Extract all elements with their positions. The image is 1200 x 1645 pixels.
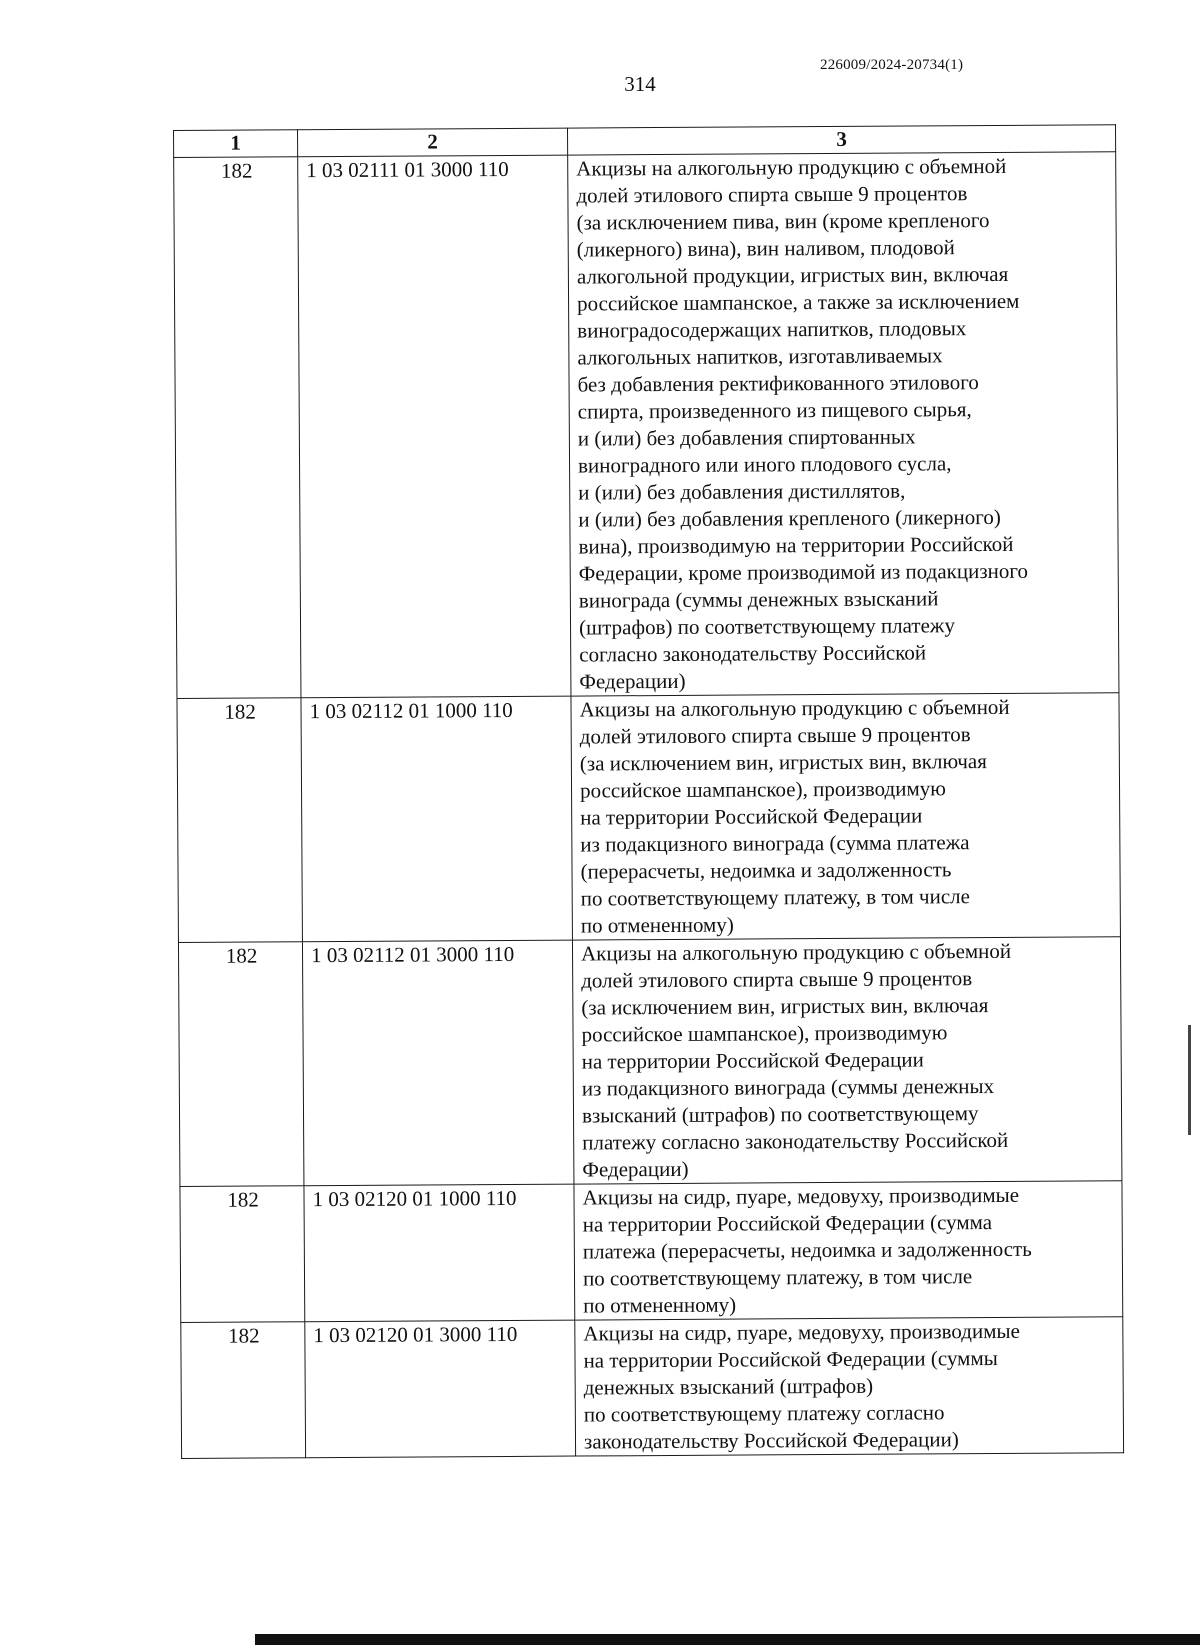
- description-line: (перерасчеты, недоимка и задолженность: [580, 857, 952, 884]
- description-line: Федерации, кроме производимой из подакцизного: [578, 558, 1028, 586]
- table-row: [181, 1317, 1124, 1459]
- description-line: виноградного или иного плодового сусла,: [577, 451, 952, 478]
- kbk-code-cell: 1 03 02120 01 1000 110: [304, 1184, 575, 1322]
- description-cell: [568, 152, 1119, 696]
- description-line: по соответствующему платежу, в том числе: [580, 884, 970, 911]
- description-line: и (или) без добавления спиртованных: [577, 424, 916, 451]
- description-line: на территории Российской Федерации: [580, 803, 923, 830]
- admin-code-cell: 182: [177, 698, 302, 943]
- column-header-2: 2: [298, 128, 568, 157]
- description-line: по соответствующему платежу, в том числе: [582, 1264, 973, 1291]
- description-line: винограда (суммы денежных взысканий: [578, 586, 939, 613]
- description-line: согласно законодательству Российской: [579, 640, 927, 667]
- description-line: долей этилового спирта свыше 9 процентов: [576, 181, 968, 208]
- description-line: из подакцизного винограда (сумма платежа: [580, 830, 970, 857]
- table-row: [177, 693, 1120, 943]
- scan-border-bar: [255, 1634, 1200, 1645]
- description-line: Акцизы на алкогольную продукцию с объемной: [576, 153, 1007, 181]
- description-line: Акцизы на алкогольную продукцию с объемной: [580, 938, 1012, 966]
- page-number: 314: [624, 72, 656, 96]
- description-line: взысканий (штрафов) по соответствующему: [581, 1101, 979, 1128]
- description-line: долей этилового спирта свыше 9 процентов: [579, 722, 971, 749]
- description-line: виноградосодержащих напитков, плодовых: [577, 316, 967, 343]
- description-line: и (или) без добавления крепленого (ликерного): [578, 504, 1001, 532]
- description-line: платежу согласно законодательству Российской: [582, 1127, 1009, 1155]
- table-row: [180, 1181, 1123, 1323]
- description-line: (штрафов) по соответствующему платежу: [578, 613, 955, 640]
- description-cell: [575, 1317, 1124, 1456]
- description-line: алкогольной продукции, игристых вин, включая: [576, 261, 1009, 289]
- admin-code-cell: 182: [180, 1186, 305, 1323]
- kbk-code-cell: 1 03 02112 01 1000 110: [301, 696, 572, 942]
- table-row: [174, 152, 1119, 699]
- budget-classification-table: [173, 124, 1124, 1459]
- column-header-1: 1: [174, 130, 298, 158]
- description-line: Федерации): [579, 668, 686, 694]
- description-line: денежных взысканий (штрафов): [583, 1373, 874, 1400]
- description-line: по отмененному): [583, 1292, 737, 1318]
- description-line: без добавления ректификованного этилового: [577, 370, 979, 397]
- description-cell: [571, 693, 1120, 940]
- description-line: (за исключением вин, игристых вин, включая: [579, 749, 987, 776]
- admin-code-cell: 182: [181, 1322, 306, 1459]
- description-line: российское шампанское), производимую: [581, 1020, 948, 1047]
- description-line: спирта, произведенного из пищевого сырья,: [577, 397, 972, 424]
- document-registration-number: 226009/2024-20734(1): [820, 57, 964, 73]
- description-line: по соответствующему платежу согласно: [583, 1400, 945, 1427]
- table-row: [178, 937, 1121, 1187]
- kbk-code-cell: 1 03 02112 01 3000 110: [302, 940, 573, 1186]
- description-line: платежа (перерасчеты, недоимка и задолженность: [582, 1236, 1032, 1264]
- description-cell: [572, 937, 1121, 1184]
- description-line: (ликерного) вина), вин наливом, плодовой: [576, 235, 955, 262]
- description-line: на территории Российской Федерации: [581, 1047, 924, 1074]
- description-line: (за исключением вин, игристых вин, включая: [581, 993, 989, 1020]
- description-cell: [574, 1181, 1123, 1320]
- description-line: по отмененному): [580, 912, 734, 938]
- scan-edge-mark: [1188, 1025, 1191, 1135]
- description-line: Акцизы на алкогольную продукцию с объемной: [579, 694, 1010, 722]
- description-line: из подакцизного винограда (суммы денежных: [581, 1074, 995, 1101]
- description-line: (за исключением пива, вин (кроме крепленого: [576, 208, 990, 235]
- description-line: Федерации): [582, 1156, 689, 1182]
- description-line: законодательству Российской Федерации): [583, 1427, 959, 1454]
- description-line: и (или) без добавления дистиллятов,: [578, 478, 906, 505]
- admin-code-cell: 182: [174, 157, 301, 699]
- description-line: российское шампанское), производимую: [579, 776, 946, 803]
- admin-code-cell: 182: [178, 942, 303, 1187]
- description-line: на территории Российской Федерации (суммы: [583, 1345, 998, 1373]
- description-line: долей этилового спирта свыше 9 процентов: [581, 966, 973, 993]
- description-line: вина), производимую на территории Российской: [578, 531, 1014, 559]
- description-line: Акцизы на сидр, пуаре, медовуху, производимые: [582, 1182, 1020, 1210]
- kbk-code-cell: 1 03 02120 01 3000 110: [305, 1320, 576, 1458]
- column-header-3: 3: [567, 125, 1115, 155]
- description-line: российское шампанское, а также за исключением: [576, 288, 1020, 316]
- description-line: Акцизы на сидр, пуаре, медовуху, производимые: [583, 1318, 1020, 1346]
- kbk-code-cell: 1 03 02111 01 3000 110: [298, 155, 571, 698]
- description-line: алкогольных напитков, изготавливаемых: [577, 343, 943, 370]
- description-line: на территории Российской Федерации (сумма: [582, 1210, 993, 1237]
